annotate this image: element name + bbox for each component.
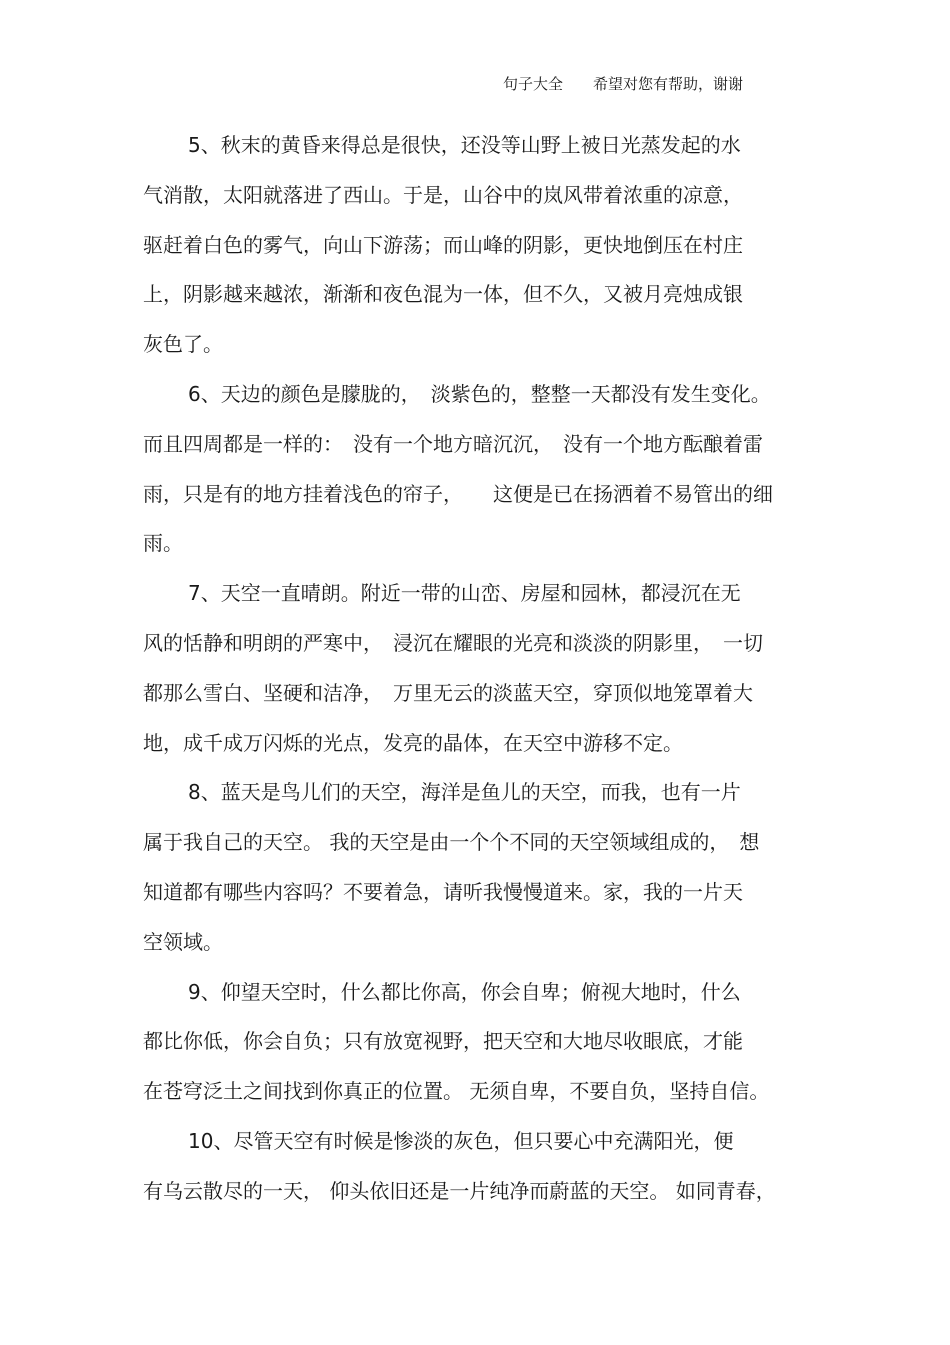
text-line: 7、天空一直晴朗。附近一带的山峦、房屋和园林，都浸沉在无 bbox=[188, 581, 741, 606]
text-line: 气消散，太阳就落进了西山。于是，山谷中的岚风带着浓重的凉意， bbox=[143, 182, 743, 207]
text-line: 属于我自己的天空。 我的天空是由一个个不同的天空领域组成的， 想 bbox=[143, 830, 760, 855]
text-line: 雨，只是有的地方挂着浅色的帘子， 这便是已在扬洒着不易管出的细 bbox=[143, 481, 773, 506]
text-line: 6、天边的颜色是朦胧的， 淡紫色的，整整一天都没有发生变化。 bbox=[188, 381, 771, 406]
paragraph-6 bbox=[143, 376, 808, 575]
text-line: 有乌云散尽的一天， 仰头依旧还是一片纯净而蔚蓝的天空。 如同青春， bbox=[143, 1178, 776, 1203]
text-line: 8、蓝天是鸟儿们的天空，海洋是鱼儿的天空，而我，也有一片 bbox=[188, 780, 741, 805]
text-line: 10、尽管天空有时候是惨淡的灰色，但只要心中充满阳光，便 bbox=[188, 1128, 734, 1153]
paragraph-10 bbox=[143, 1123, 808, 1223]
text-line: 而且四周都是一样的： 没有一个地方暗沉沉， 没有一个地方酝酿着雷 bbox=[143, 431, 763, 456]
paragraph-5 bbox=[143, 127, 808, 376]
document-body bbox=[143, 127, 808, 1223]
paragraph-8 bbox=[143, 774, 808, 973]
text-line: 空领域。 bbox=[143, 929, 223, 954]
text-line: 都那么雪白、坚硬和洁净， 万里无云的淡蓝天空，穿顶似地笼罩着大 bbox=[143, 680, 753, 705]
text-line: 灰色了。 bbox=[143, 332, 223, 357]
text-line: 上，阴影越来越浓，渐渐和夜色混为一体，但不久，又被月亮烛成银 bbox=[143, 282, 743, 307]
text-line: 在苍穹泛土之间找到你真正的位置。 无须自卑，不要自负，坚持自信。 bbox=[143, 1079, 770, 1104]
text-line: 风的恬静和明朗的严寒中， 浸沉在耀眼的光亮和淡淡的阴影里， 一切 bbox=[143, 630, 763, 655]
paragraph-7 bbox=[143, 575, 808, 774]
paragraph-9 bbox=[143, 974, 808, 1123]
page-header: 句子大全 希望对您有帮助，谢谢 bbox=[503, 75, 744, 93]
text-line: 驱赶着白色的雾气，向山下游荡；而山峰的阴影，更快地倒压在村庄 bbox=[143, 232, 743, 257]
text-line: 雨。 bbox=[143, 531, 183, 556]
text-line: 9、仰望天空时，什么都比你高，你会自卑；俯视大地时，什么 bbox=[188, 979, 741, 1004]
text-line: 都比你低，你会自负；只有放宽视野，把天空和大地尽收眼底，才能 bbox=[143, 1029, 743, 1054]
text-line: 地，成千成万闪烁的光点，发亮的晶体，在天空中游移不定。 bbox=[143, 730, 683, 755]
text-line: 5、秋末的黄昏来得总是很快，还没等山野上被日光蒸发起的水 bbox=[188, 133, 741, 157]
text-line: 知道都有哪些内容吗？不要着急，请听我慢慢道来。家，我的一片天 bbox=[143, 879, 743, 904]
